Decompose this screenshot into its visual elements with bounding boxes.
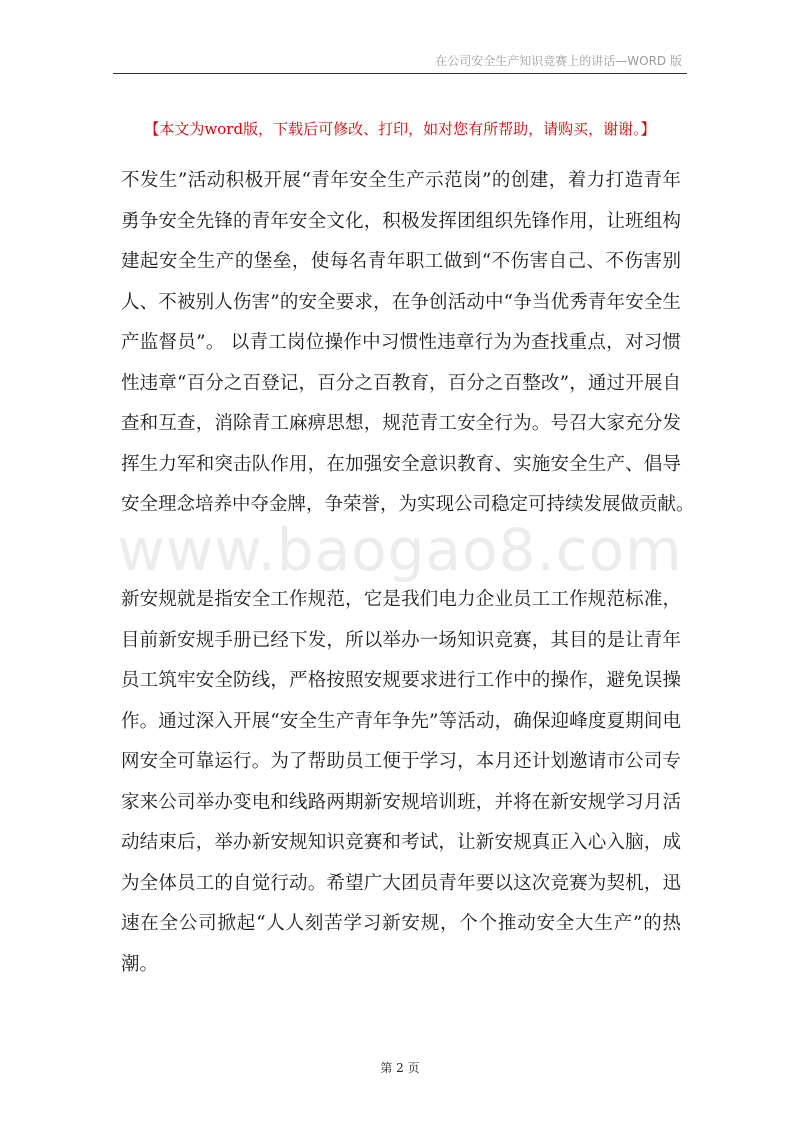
text-line: 建起安全生产的堡垒，使每名青年职工做到“不伤害自己、不伤害别	[121, 251, 681, 272]
text-line: 动结束后，举办新安规知识竞赛和考试，让新安规真正入心入脑，成	[121, 832, 681, 853]
text-line: 员工筑牢安全防线，严格按照安规要求进行工作中的操作，避免误操	[121, 670, 681, 691]
paragraph-2	[121, 580, 681, 985]
text-line: 潮。	[121, 953, 159, 975]
watermark: www.baogao8.com	[117, 516, 683, 584]
header-divider	[113, 73, 687, 74]
purchase-notice: 【本文为word版，下载后可修改、打印，如对您有所帮助，请购买，谢谢。】	[144, 120, 656, 138]
page-number: 第 2 页	[380, 1061, 420, 1075]
text-line: 人、不被别人伤害”的安全要求，在争创活动中“争当优秀青年安全生	[121, 291, 681, 313]
text-line: 目前新安规手册已经下发，所以举办一场知识竞赛，其目的是让青年	[121, 629, 681, 651]
document-header-title: 在公司安全生产知识竞赛上的讲话—WORD 版	[435, 54, 682, 68]
text-line: 为全体员工的自觉行动。希望广大团员青年要以这次竞赛为契机，迅	[121, 872, 681, 894]
paragraph-1	[121, 161, 695, 526]
text-line: 勇争安全先锋的青年安全文化，积极发挥团组织先锋作用，让班组构	[121, 210, 681, 232]
text-line: 不发生”活动积极开展“青年安全生产示范岗”的创建，着力打造青年	[121, 170, 681, 191]
text-line: 性违章“百分之百登记，百分之百教育，百分之百整改”，通过开展自	[121, 372, 681, 394]
text-line: 网安全可靠运行。为了帮助员工便于学习，本月还计划邀请市公司专	[121, 751, 681, 772]
text-line: 作。通过深入开展“安全生产青年争先”等活动，确保迎峰度夏期间电	[121, 710, 681, 732]
text-line: 速在全公司掀起“人人刻苦学习新安规，个个推动安全大生产”的热	[121, 913, 681, 934]
text-line: 新安规就是指安全工作规范，它是我们电力企业员工工作规范标准，	[121, 589, 681, 610]
text-line: 查和互查，消除青工麻痹思想，规范青工安全行为。号召大家充分发	[121, 413, 681, 434]
text-line: 安全理念培养中夺金牌，争荣誉，为实现公司稳定可持续发展做贡献。	[121, 494, 695, 515]
text-line: 家来公司举办变电和线路两期新安规培训班，并将在新安规学习月活	[121, 791, 681, 813]
text-line: 挥生力军和突击队作用，在加强安全意识教育、实施安全生产、倡导	[121, 453, 681, 475]
text-line: 产监督员”。 以青工岗位操作中习惯性违章行为为查找重点，对习惯	[121, 332, 681, 353]
